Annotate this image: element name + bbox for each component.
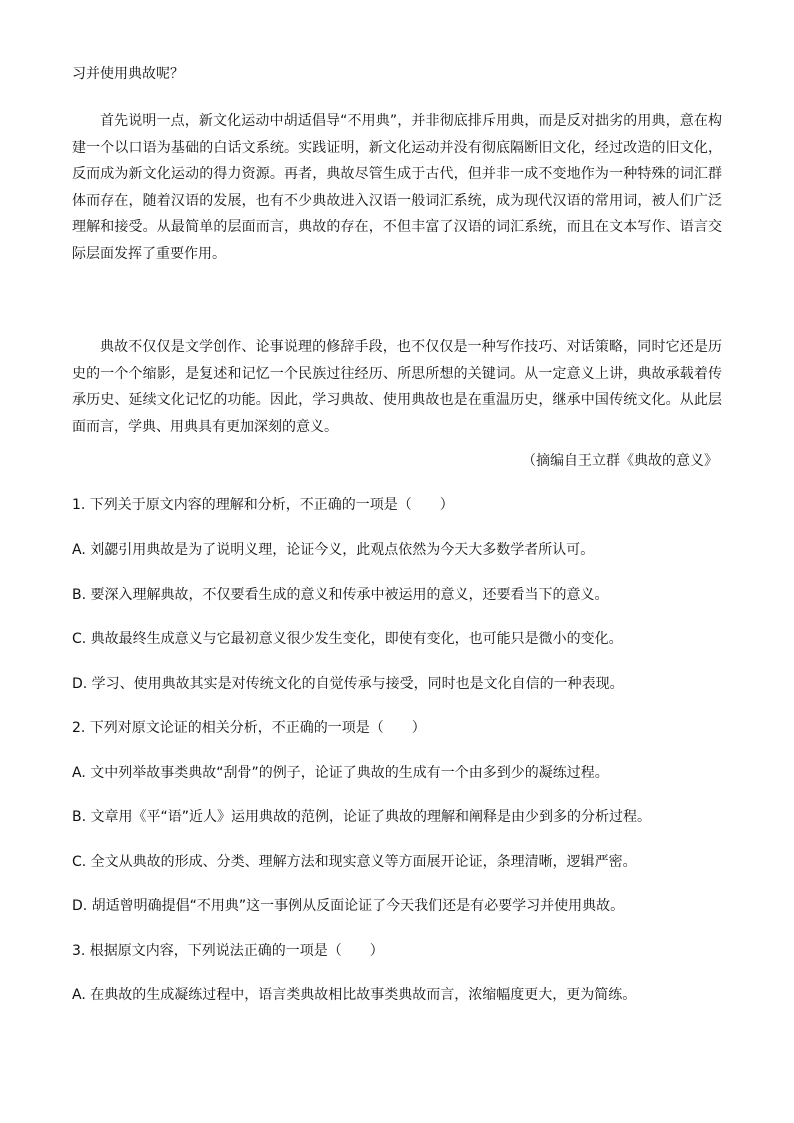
question-2-option-b: B. 文章用《平“语”近人》运用典故的范例，论证了典故的理解和阐释是由少到多的分析过程。: [72, 809, 652, 825]
paragraph-2: 典故不仅仅是文学创作、论事说理的修辞手段，也不仅仅是一种写作技巧、对话策略，同时它还是历史的一个个缩影，是复述和记忆一个民族过往经历、所思所想的关键词。从一定意义上讲，典故承载着传承历史、延续文化记忆的功能。因此，学习典故、使用典故也是在重温历史，继承中国传统文化。从此层面而言，学典、用典具有更加深刻的意义。: [72, 339, 722, 435]
source-citation: （摘编自王立群《典故的意义》: [522, 453, 718, 469]
question-2-stem: 2. 下列对原文论证的相关分析，不正确的一项是（ ）: [72, 720, 426, 736]
question-1-option-a: A. 刘勰引用典故是为了说明义理，论证今义，此观点依然为今天大多数学者所认可。: [72, 542, 595, 558]
question-1-option-b: B. 要深入理解典故，不仅要看生成的意义和传承中被运用的意义，还要看当下的意义。: [72, 587, 609, 603]
question-1-option-d: D. 学习、使用典故其实是对传统文化的自觉传承与接受，同时也是文化自信的一种表现。: [72, 676, 624, 692]
question-1-option-c: C. 典故最终生成意义与它最初意义很少发生变化，即使有变化，也可能只是微小的变化。: [72, 631, 623, 647]
question-2-option-d: D. 胡适曾明确提倡“不用典”这一事例从反面论证了今天我们还是有必要学习并使用典故。: [72, 898, 625, 914]
question-2-option-a: A. 文中列举故事类典故“刮骨”的例子，论证了典故的生成有一个由多到少的凝练过程。: [72, 765, 609, 781]
question-3-option-a: A. 在典故的生成凝练过程中，语言类典故相比故事类典故而言，浓缩幅度更大，更为简练。: [72, 987, 637, 1003]
lead-line: 习并使用典故呢？: [72, 66, 184, 82]
question-3-stem: 3. 根据原文内容，下列说法正确的一项是（ ）: [72, 943, 384, 959]
paragraph-1: 首先说明一点，新文化运动中胡适倡导“不用典”，并非彻底排斥用典，而是反对拙劣的用典，意在构建一个以口语为基础的白话文系统。实践证明，新文化运动并没有彻底隔断旧文化，经过改造的旧文化，反而成为新文化运动的得力资源。再者，典故尽管生成于古代，但并非一成不变地作为一种特殊的词汇群体而存在，随着汉语的发展，也有不少典故进入汉语一般词汇系统，成为现代汉语的常用词，被人们广泛理解和接受。从最简单的层面而言，典故的存在，不但丰富了汉语的词汇系统，而且在文本写作、语言交际层面发挥了重要作用。: [72, 113, 722, 262]
question-1-stem: 1. 下列关于原文内容的理解和分析，不正确的一项是（ ）: [72, 497, 454, 513]
question-2-option-c: C. 全文从典故的形成、分类、理解方法和现实意义等方面展开论证，条理清晰，逻辑严密。: [72, 854, 637, 870]
